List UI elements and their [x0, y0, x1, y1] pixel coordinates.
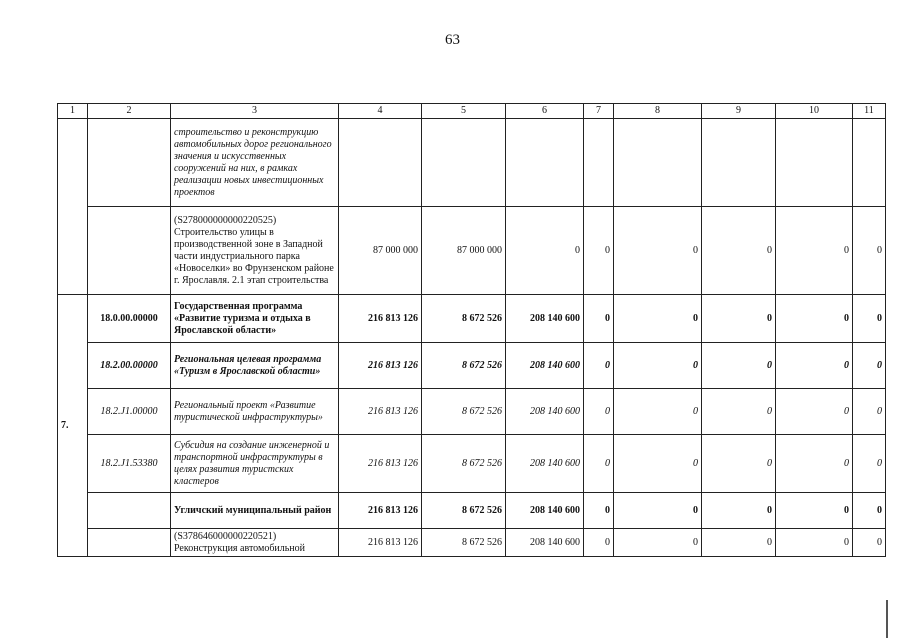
row-value-col-10: 0	[776, 207, 853, 295]
row-value-col-7: 0	[584, 435, 614, 493]
row-value-col-6: 208 140 600	[506, 435, 584, 493]
row-value-col-4: 216 813 126	[339, 435, 422, 493]
row-value-col-6	[506, 119, 584, 207]
row-code	[88, 493, 171, 529]
row-value-col-6: 208 140 600	[506, 529, 584, 557]
row-value-col-8: 0	[614, 295, 702, 343]
row-description: Государственная программа «Развитие туризма и отдыха в Ярославской области»	[171, 295, 339, 343]
header-col-4: 4	[339, 104, 422, 119]
row-description: (S378646000000220521) Реконструкция автомобильной	[171, 529, 339, 557]
row-value-col-4: 87 000 000	[339, 207, 422, 295]
row-value-col-11	[853, 119, 886, 207]
row-value-col-8: 0	[614, 529, 702, 557]
row-value-col-7: 0	[584, 207, 614, 295]
table-row	[58, 343, 886, 389]
row-description: Угличский муниципальный район	[171, 493, 339, 529]
row-value-col-8: 0	[614, 493, 702, 529]
header-col-8: 8	[614, 104, 702, 119]
row-value-col-11: 0	[853, 343, 886, 389]
table-header	[58, 104, 886, 119]
budget-table	[57, 103, 886, 557]
row-value-col-5: 8 672 526	[422, 389, 506, 435]
row-value-col-10	[776, 119, 853, 207]
header-col-5: 5	[422, 104, 506, 119]
row-value-col-10: 0	[776, 529, 853, 557]
row-value-col-10: 0	[776, 493, 853, 529]
row-description: строительство и реконструкцию автомобильных дорог регионального значения и искусственных сооружений на них, в рамках реализации новых инвестиционных проектов	[171, 119, 339, 207]
row-value-col-5: 8 672 526	[422, 435, 506, 493]
table-row	[58, 207, 886, 295]
row-value-col-4: 216 813 126	[339, 295, 422, 343]
row-value-col-10: 0	[776, 435, 853, 493]
page-number: 63	[445, 32, 460, 48]
row-code	[88, 119, 171, 207]
table-row	[58, 295, 886, 343]
row-value-col-10: 0	[776, 295, 853, 343]
header-col-6: 6	[506, 104, 584, 119]
row-value-col-8: 0	[614, 207, 702, 295]
row-description: Субсидия на создание инженерной и транспортной инфраструктуры в целях развития туристских кластеров	[171, 435, 339, 493]
row-value-col-9: 0	[702, 529, 776, 557]
row-value-col-5: 8 672 526	[422, 343, 506, 389]
row-value-col-7	[584, 119, 614, 207]
row-value-col-9: 0	[702, 207, 776, 295]
row-value-col-10: 0	[776, 343, 853, 389]
row-value-col-5: 87 000 000	[422, 207, 506, 295]
row-value-col-7: 0	[584, 389, 614, 435]
row-value-col-8	[614, 119, 702, 207]
row-description: Региональная целевая программа «Туризм в Ярославской области»	[171, 343, 339, 389]
row-value-col-5	[422, 119, 506, 207]
row-value-col-6: 208 140 600	[506, 295, 584, 343]
row-value-col-5: 8 672 526	[422, 493, 506, 529]
row-code	[88, 529, 171, 557]
header-col-7: 7	[584, 104, 614, 119]
row-index	[58, 119, 88, 295]
header-col-9: 9	[702, 104, 776, 119]
table-row	[58, 529, 886, 557]
row-value-col-9: 0	[702, 295, 776, 343]
row-value-col-4: 216 813 126	[339, 529, 422, 557]
row-value-col-11: 0	[853, 529, 886, 557]
row-value-col-5: 8 672 526	[422, 295, 506, 343]
row-index: 7.	[58, 295, 88, 557]
row-value-col-11: 0	[853, 435, 886, 493]
table-body	[58, 119, 886, 557]
row-value-col-9	[702, 119, 776, 207]
row-value-col-7: 0	[584, 493, 614, 529]
row-value-col-11: 0	[853, 389, 886, 435]
row-code: 18.2.00.00000	[88, 343, 171, 389]
header-col-11: 11	[853, 104, 886, 119]
row-value-col-11: 0	[853, 207, 886, 295]
row-value-col-11: 0	[853, 295, 886, 343]
row-value-col-9: 0	[702, 343, 776, 389]
row-value-col-4	[339, 119, 422, 207]
header-col-2: 2	[88, 104, 171, 119]
row-value-col-6: 208 140 600	[506, 493, 584, 529]
row-code: 18.0.00.00000	[88, 295, 171, 343]
row-value-col-5: 8 672 526	[422, 529, 506, 557]
row-value-col-9: 0	[702, 389, 776, 435]
row-value-col-11: 0	[853, 493, 886, 529]
row-code	[88, 207, 171, 295]
row-value-col-6: 208 140 600	[506, 343, 584, 389]
row-code: 18.2.J1.00000	[88, 389, 171, 435]
row-value-col-9: 0	[702, 493, 776, 529]
row-value-col-7: 0	[584, 529, 614, 557]
row-value-col-8: 0	[614, 435, 702, 493]
scan-mark	[886, 600, 888, 638]
header-col-10: 10	[776, 104, 853, 119]
row-value-col-7: 0	[584, 295, 614, 343]
table-row	[58, 493, 886, 529]
row-value-col-9: 0	[702, 435, 776, 493]
row-value-col-4: 216 813 126	[339, 493, 422, 529]
table-row	[58, 435, 886, 493]
row-value-col-10: 0	[776, 389, 853, 435]
table-row	[58, 119, 886, 207]
header-col-3: 3	[171, 104, 339, 119]
row-value-col-6: 208 140 600	[506, 389, 584, 435]
header-row	[58, 104, 886, 119]
row-value-col-7: 0	[584, 343, 614, 389]
row-description: (S278000000000220525) Строительство улицы в производственной зоне в Западной части индустриального парка «Новоселки» во Фрунзенском районе г. Ярославля. 2.1 этап строительства	[171, 207, 339, 295]
row-value-col-8: 0	[614, 389, 702, 435]
row-value-col-6: 0	[506, 207, 584, 295]
row-code: 18.2.J1.53380	[88, 435, 171, 493]
header-col-1: 1	[58, 104, 88, 119]
row-value-col-4: 216 813 126	[339, 343, 422, 389]
row-value-col-4: 216 813 126	[339, 389, 422, 435]
row-value-col-8: 0	[614, 343, 702, 389]
row-description: Региональный проект «Развитие туристической инфраструктуры»	[171, 389, 339, 435]
table-row	[58, 389, 886, 435]
